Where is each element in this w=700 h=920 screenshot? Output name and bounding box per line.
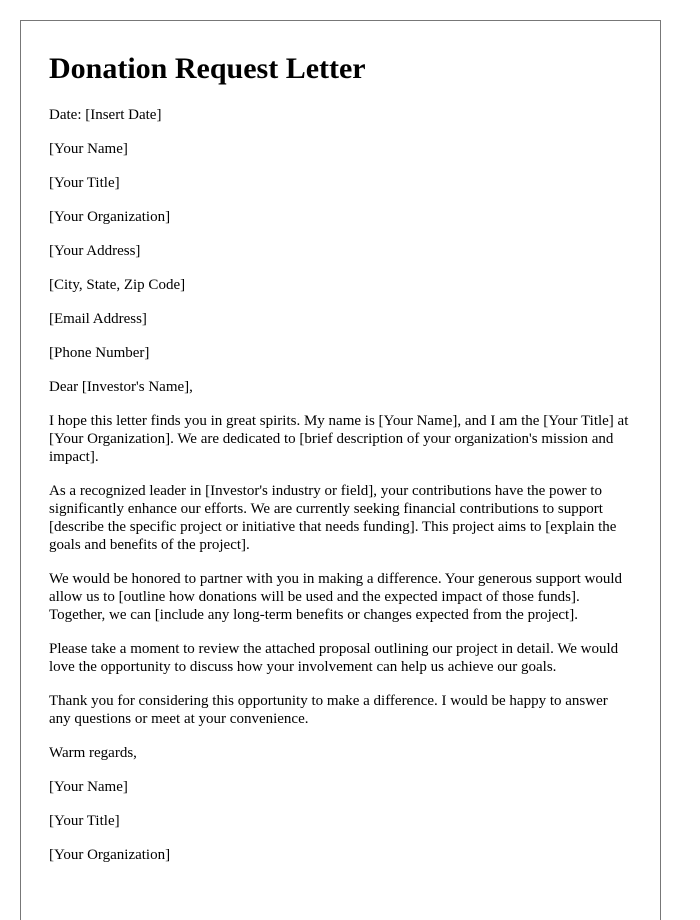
letter-title: Donation Request Letter — [49, 52, 366, 85]
closing: Warm regards, — [49, 745, 137, 761]
salutation: Dear [Investor's Name], — [49, 379, 193, 395]
sender-name: [Your Name] — [49, 141, 128, 157]
sender-phone: [Phone Number] — [49, 345, 150, 361]
body-paragraph-request: As a recognized leader in [Investor's industry or field], your contributions have the power to significantly enhance our efforts. We are currently seeking financial contributions to support [describe the specific project or initiative that needs funding]. This project aims to [explain the goals and benefits of the project]. — [49, 483, 617, 553]
signature-organization: [Your Organization] — [49, 847, 171, 863]
body-paragraph-impact: We would be honored to partner with you in making a difference. Your generous support would allow us to [outline how donations will be used and the expected impact of those funds]. Together, we can [include any long-term benefits or changes expected from the project]. — [49, 571, 622, 623]
sender-organization: [Your Organization] — [49, 209, 171, 225]
body-paragraph-intro: I hope this letter finds you in great spirits. My name is [Your Name], and I am the [Your Title] at [Your Organization]. We are dedicated to [brief description of your organization's mission and impact]. — [49, 413, 629, 465]
sender-address: [Your Address] — [49, 243, 141, 259]
body-paragraph-proposal: Please take a moment to review the attached proposal outlining our project in detail. We would love the opportunity to discuss how your involvement can help us achieve our goals. — [49, 641, 619, 675]
body-paragraph-thanks: Thank you for considering this opportunity to make a difference. I would be happy to answer any questions or meet at your convenience. — [49, 693, 608, 727]
signature-name: [Your Name] — [49, 779, 128, 795]
signature-title: [Your Title] — [49, 813, 120, 829]
date-line: Date: [Insert Date] — [49, 107, 162, 123]
sender-title: [Your Title] — [49, 175, 120, 191]
sender-city-state-zip: [City, State, Zip Code] — [49, 277, 186, 293]
sender-email: [Email Address] — [49, 311, 147, 327]
letter-page — [20, 20, 661, 920]
